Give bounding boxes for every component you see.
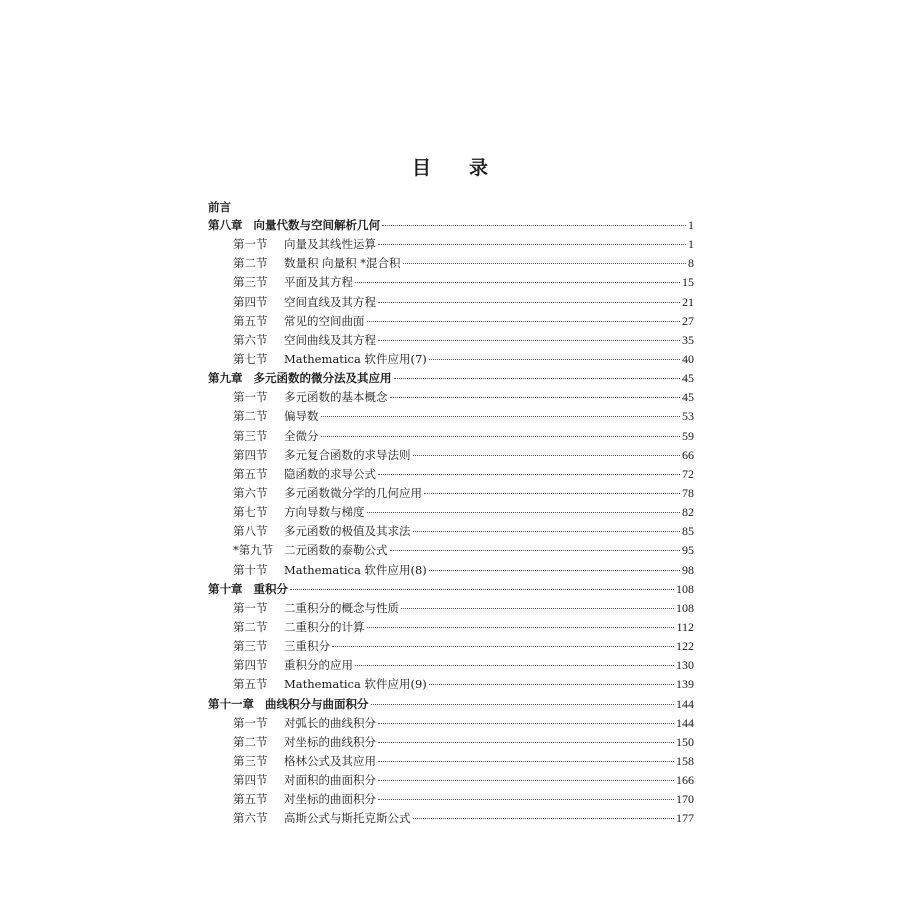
toc-entry-number: 第六节 [233, 332, 268, 347]
toc-chapter-row [208, 370, 694, 389]
toc-leader-dots [367, 627, 675, 628]
toc-leader-dots [378, 474, 680, 475]
toc-section-row [208, 600, 694, 619]
toc-entry-page: 1 [688, 218, 694, 232]
toc-entry-title: 重积分的应用 [284, 658, 353, 673]
toc-leader-dots [355, 665, 674, 666]
toc-section-row [208, 408, 694, 427]
toc-entry-number: 第十节 [233, 562, 268, 577]
toc-entry-number: 第一节 [233, 600, 268, 615]
toc-entry-title: 三重积分 [284, 639, 330, 654]
page-title-first: 目 [411, 157, 431, 179]
toc-section-row [208, 791, 694, 810]
toc-entry-number: 第五节 [233, 466, 268, 481]
toc-entry-page: 166 [676, 773, 694, 788]
toc-entry-page: 150 [676, 734, 694, 749]
toc-entry-page: 95 [682, 543, 694, 558]
toc-entry-title: 重积分 [253, 581, 288, 596]
toc-entry-title: 数量积 向量积 *混合积 [284, 256, 401, 271]
toc-entry-page: 53 [682, 409, 694, 424]
toc-section-row [208, 274, 694, 293]
toc-entry-number: 第三节 [233, 428, 268, 443]
toc-entry-number: 第二节 [233, 619, 268, 634]
toc-entry-number: 第六节 [233, 485, 268, 500]
toc-entry-number: 第十章 [208, 581, 243, 596]
toc-entry-title: 曲线积分与曲面积分 [265, 696, 369, 711]
toc-entry-page: 1 [688, 237, 694, 252]
toc-entry-page: 78 [682, 485, 694, 500]
toc-preface: 前言 [208, 200, 231, 214]
toc-leader-dots [413, 531, 681, 532]
toc-entry-page: 112 [676, 619, 694, 634]
toc-leader-dots [413, 818, 675, 819]
toc-entry-title: 空间直线及其方程 [284, 294, 376, 309]
toc-entry-title: 多元函数的极值及其求法 [284, 524, 411, 539]
toc-leader-dots [390, 397, 681, 398]
toc-section-row [208, 447, 694, 466]
toc-section-row [208, 485, 694, 504]
toc-entry-title: 方向导数与梯度 [284, 505, 365, 520]
toc-leader-dots [367, 512, 681, 513]
toc-entry-number: 第五节 [233, 677, 268, 692]
toc-entry-title: 空间曲线及其方程 [284, 332, 376, 347]
toc-leader-dots [367, 321, 681, 322]
toc-entry-number: 第三节 [233, 753, 268, 768]
toc-entry-page: 170 [676, 792, 694, 807]
toc-entry-title: 多元函数的基本概念 [284, 390, 388, 405]
toc-entry-number: 第一节 [233, 715, 268, 730]
toc-entry-title: 二重积分的概念与性质 [284, 600, 399, 615]
toc-entry-number: 第七节 [233, 505, 268, 520]
toc-entry-title: Mathematica 软件应用(7) [284, 351, 427, 366]
toc-entry-title: 格林公式及其应用 [284, 753, 376, 768]
toc-entry-page: 122 [676, 639, 694, 654]
toc-entry-page: 66 [682, 447, 694, 462]
toc-entry-page: 85 [682, 524, 694, 539]
toc-section-row [208, 676, 694, 695]
toc-entry-title: 常见的空间曲面 [284, 313, 365, 328]
toc-entry-title: 二重积分的计算 [284, 619, 365, 634]
toc-section-row [208, 715, 694, 734]
toc-section-row [208, 810, 694, 829]
toc-entry-page: 40 [682, 351, 694, 366]
toc-entry-page: 59 [682, 428, 694, 443]
toc-entry-page: 108 [676, 581, 694, 596]
toc-entry-page: 8 [688, 256, 694, 271]
toc-leader-dots [429, 684, 674, 685]
toc-entry-number: 第八节 [233, 524, 268, 539]
toc-entry-title: 对坐标的曲面积分 [284, 792, 376, 807]
toc-section-row [208, 753, 694, 772]
toc-entry-title: Mathematica 软件应用(8) [284, 562, 427, 577]
toc-entry-title: 向量代数与空间解析几何 [253, 218, 380, 232]
toc-section-row [208, 389, 694, 408]
toc-leader-dots [378, 340, 680, 341]
toc-section-row [208, 657, 694, 676]
toc-entry-number: 第四节 [233, 773, 268, 788]
toc-leader-dots [371, 704, 675, 705]
toc-section-row [208, 523, 694, 542]
toc-leader-dots [332, 646, 674, 647]
toc-entry-page: 144 [676, 696, 694, 711]
toc-entry-page: 72 [682, 466, 694, 481]
page-title [0, 153, 900, 180]
toc-entry-page: 108 [676, 600, 694, 615]
toc-entry-page: 15 [682, 275, 694, 290]
toc-entry-number: 第二节 [233, 734, 268, 749]
toc-entry-page: 139 [676, 677, 694, 692]
toc-entry-page: 27 [682, 313, 694, 328]
toc-entry-page: 82 [682, 505, 694, 520]
toc-entry-title: 对弧长的曲线积分 [284, 715, 376, 730]
toc-entry-title: 多元函数微分学的几何应用 [284, 485, 422, 500]
toc-entry-number: 第七节 [233, 351, 268, 366]
toc-leader-dots [394, 378, 681, 379]
toc-leader-dots [413, 455, 681, 456]
toc-leader-dots [321, 416, 681, 417]
toc-entry-title: 二元函数的泰勒公式 [284, 543, 388, 558]
toc-chapter-row [208, 581, 694, 600]
toc-section-row [208, 332, 694, 351]
toc-leader-dots [378, 780, 674, 781]
toc-entry-title: 多元函数的微分法及其应用 [253, 371, 392, 386]
toc-section-row [208, 772, 694, 791]
toc-entry-page: 144 [676, 715, 694, 730]
toc-section-row [208, 734, 694, 753]
toc-entry-page: 35 [682, 332, 694, 347]
toc-section-row [208, 351, 694, 370]
toc-entry-title: 高斯公式与斯托克斯公式 [284, 811, 411, 826]
toc-section-row [208, 236, 694, 255]
toc-entry-page: 177 [676, 811, 694, 826]
toc-entry-page: 45 [682, 390, 694, 405]
toc-section-row [208, 542, 694, 561]
toc-section-row [208, 313, 694, 332]
toc-entry-page: 45 [682, 371, 694, 386]
toc-entry-number: 第二节 [233, 256, 268, 271]
table-of-contents [208, 217, 694, 830]
toc-entry-page: 130 [676, 658, 694, 673]
toc-leader-dots [390, 550, 681, 551]
toc-leader-dots [355, 282, 680, 283]
toc-leader-dots [429, 570, 680, 571]
toc-leader-dots [290, 589, 674, 590]
toc-leader-dots [382, 225, 686, 226]
toc-entry-title: 多元复合函数的求导法则 [284, 447, 411, 462]
toc-leader-dots [378, 723, 674, 724]
toc-entry-number: 第四节 [233, 658, 268, 673]
toc-leader-dots [378, 302, 680, 303]
toc-entry-page: 98 [682, 562, 694, 577]
toc-section-row [208, 638, 694, 657]
toc-entry-title: 向量及其线性运算 [284, 237, 376, 252]
toc-leader-dots [401, 608, 674, 609]
toc-entry-number: 第九章 [208, 371, 243, 386]
toc-entry-number: 第五节 [233, 313, 268, 328]
toc-section-row [208, 562, 694, 581]
toc-entry-title: 平面及其方程 [284, 275, 353, 290]
toc-leader-dots [378, 742, 674, 743]
toc-section-row [208, 504, 694, 523]
toc-chapter-row [208, 217, 694, 236]
toc-leader-dots [429, 359, 680, 360]
toc-section-row [208, 619, 694, 638]
toc-entry-title: 对坐标的曲线积分 [284, 734, 376, 749]
toc-leader-dots [378, 761, 674, 762]
toc-leader-dots [321, 436, 681, 437]
toc-entry-number: 第一节 [233, 390, 268, 405]
toc-entry-title: 偏导数 [284, 409, 319, 424]
toc-entry-number: 第三节 [233, 275, 268, 290]
toc-entry-number: *第九节 [233, 543, 274, 558]
toc-leader-dots [378, 244, 686, 245]
toc-entry-number: 第四节 [233, 294, 268, 309]
toc-entry-title: Mathematica 软件应用(9) [284, 677, 427, 692]
toc-entry-number: 第五节 [233, 792, 268, 807]
toc-section-row [208, 294, 694, 313]
toc-section-row [208, 255, 694, 274]
toc-entry-number: 第四节 [233, 447, 268, 462]
toc-leader-dots [403, 263, 686, 264]
toc-entry-number: 第二节 [233, 409, 268, 424]
toc-leader-dots [424, 493, 680, 494]
toc-section-row [208, 466, 694, 485]
toc-entry-number: 第六节 [233, 811, 268, 826]
toc-entry-number: 第八章 [208, 218, 243, 232]
page-title-second: 录 [469, 157, 489, 179]
toc-leader-dots [378, 799, 674, 800]
toc-entry-title: 隐函数的求导公式 [284, 466, 376, 481]
toc-entry-title: 全微分 [284, 428, 319, 443]
toc-entry-number: 第十一章 [208, 696, 254, 711]
toc-entry-title: 对面积的曲面积分 [284, 773, 376, 788]
toc-entry-number: 第一节 [233, 237, 268, 252]
toc-section-row [208, 428, 694, 447]
toc-entry-page: 158 [676, 753, 694, 768]
toc-entry-page: 21 [682, 294, 694, 309]
toc-entry-number: 第三节 [233, 639, 268, 654]
toc-chapter-row [208, 696, 694, 715]
